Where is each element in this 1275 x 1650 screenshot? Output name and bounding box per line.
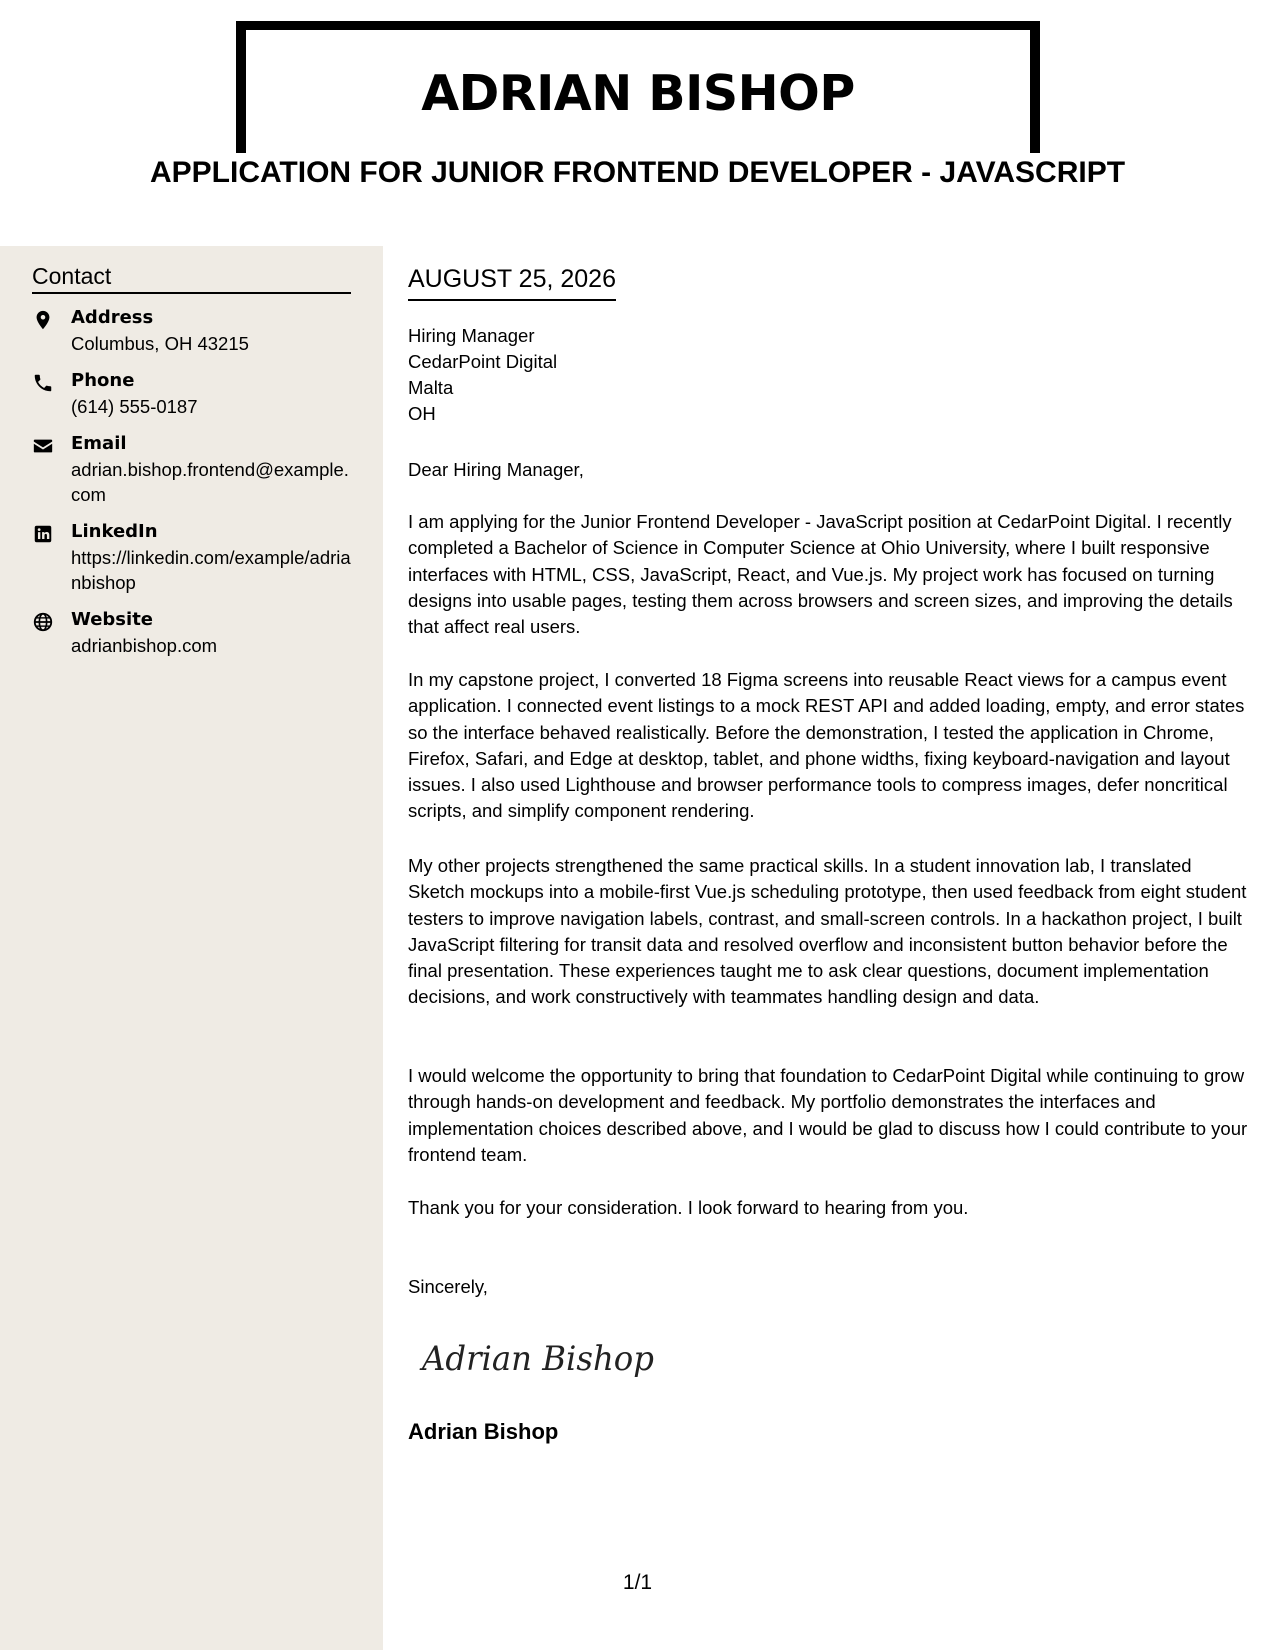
page-number: 1/1 — [622, 1571, 653, 1594]
recipient-line: Hiring Manager — [408, 325, 535, 346]
header-frame-top — [236, 21, 1040, 30]
contact-value-email: adrian.bishop.frontend@example.com — [71, 459, 349, 505]
recipient-block — [408, 323, 557, 427]
letter-paragraph-2: In my capstone project, I converted 18 Figma screens into reusable React views for a campus event application. I connected event listings to a mock REST API and added loading, empty, and error states so the interface behaved realistically. Before the demonstration, I tested the application in Chrome, Firefox, Safari, and Edge at desktop, tablet, and phone widths, fixing keyboard-navigation and layout issues. I also used Lighthouse and browser performance tools to compress images, defer noncritical scripts, and simplify component rendering. — [408, 669, 1245, 822]
header-frame-right — [1030, 21, 1040, 153]
letter-paragraph-3: My other projects strengthened the same practical skills. In a student innovation lab, I translated Sketch mockups into a mobile-first Vue.js scheduling prototype, then used feedback from eight student testers to improve navigation labels, contrast, and small-screen controls. In a hackathon project, I built JavaScript filtering for transit data and resolved overflow and inconsistent button behavior before the final presentation. These experiences taught me to ask clear questions, document implementation decisions, and work constructively with teammates handling design and data. — [408, 855, 1247, 1008]
letter-paragraph-1: I am applying for the Junior Frontend Developer - JavaScript position at CedarPoint Digital. I recently completed a Bachelor of Science in Computer Science at Ohio University, where I built responsive interfaces with HTML, CSS, JavaScript, React, and Vue.js. My project work has focused on turning designs into usable pages, testing them across browsers and screen sizes, and improving the details that affect real users. — [408, 511, 1233, 638]
recipient-line: Malta — [408, 377, 454, 398]
signature-text: Adrian Bishop — [419, 1339, 654, 1379]
linkedin-icon — [32, 523, 54, 545]
header-frame-left — [236, 21, 246, 153]
contact-heading: Contact — [32, 262, 351, 294]
contact-label-address: Address — [71, 307, 154, 328]
email-icon — [32, 435, 54, 457]
applicant-name: ADRIAN BISHOP — [421, 65, 855, 122]
phone-icon — [32, 372, 54, 394]
closing: Sincerely, — [408, 1276, 488, 1297]
contact-label-linkedin: LinkedIn — [71, 521, 158, 542]
letter-paragraph-5: Thank you for your consideration. I look forward to hearing from you. — [408, 1197, 969, 1218]
recipient-line: OH — [408, 403, 436, 424]
globe-icon — [32, 611, 54, 633]
map-pin-icon — [32, 309, 54, 331]
contact-value-address: Columbus, OH 43215 — [71, 333, 249, 354]
recipient-line: CedarPoint Digital — [408, 351, 558, 372]
contact-value-phone: (614) 555-0187 — [71, 396, 198, 417]
contact-value-linkedin: https://linkedin.com/example/adrianbishop — [71, 547, 351, 593]
contact-label-phone: Phone — [71, 370, 135, 391]
application-title: APPLICATION FOR JUNIOR FRONTEND DEVELOPER - JAVASCRIPT — [149, 156, 1126, 189]
contact-label-website: Website — [71, 609, 154, 630]
signature-image — [418, 1330, 668, 1386]
letter-date: AUGUST 25, 2026 — [408, 263, 616, 301]
contact-label-email: Email — [71, 433, 127, 454]
contact-value-website: adrianbishop.com — [71, 635, 218, 656]
letter-paragraph-4: I would welcome the opportunity to bring that foundation to CedarPoint Digital while continuing to grow through hands-on development and feedback. My portfolio demonstrates the interfaces and implementation choices described above, and I would be glad to discuss how I could contribute to your frontend team. — [408, 1065, 1248, 1165]
salutation: Dear Hiring Manager, — [408, 459, 584, 480]
signer-name: Adrian Bishop — [408, 1419, 559, 1444]
